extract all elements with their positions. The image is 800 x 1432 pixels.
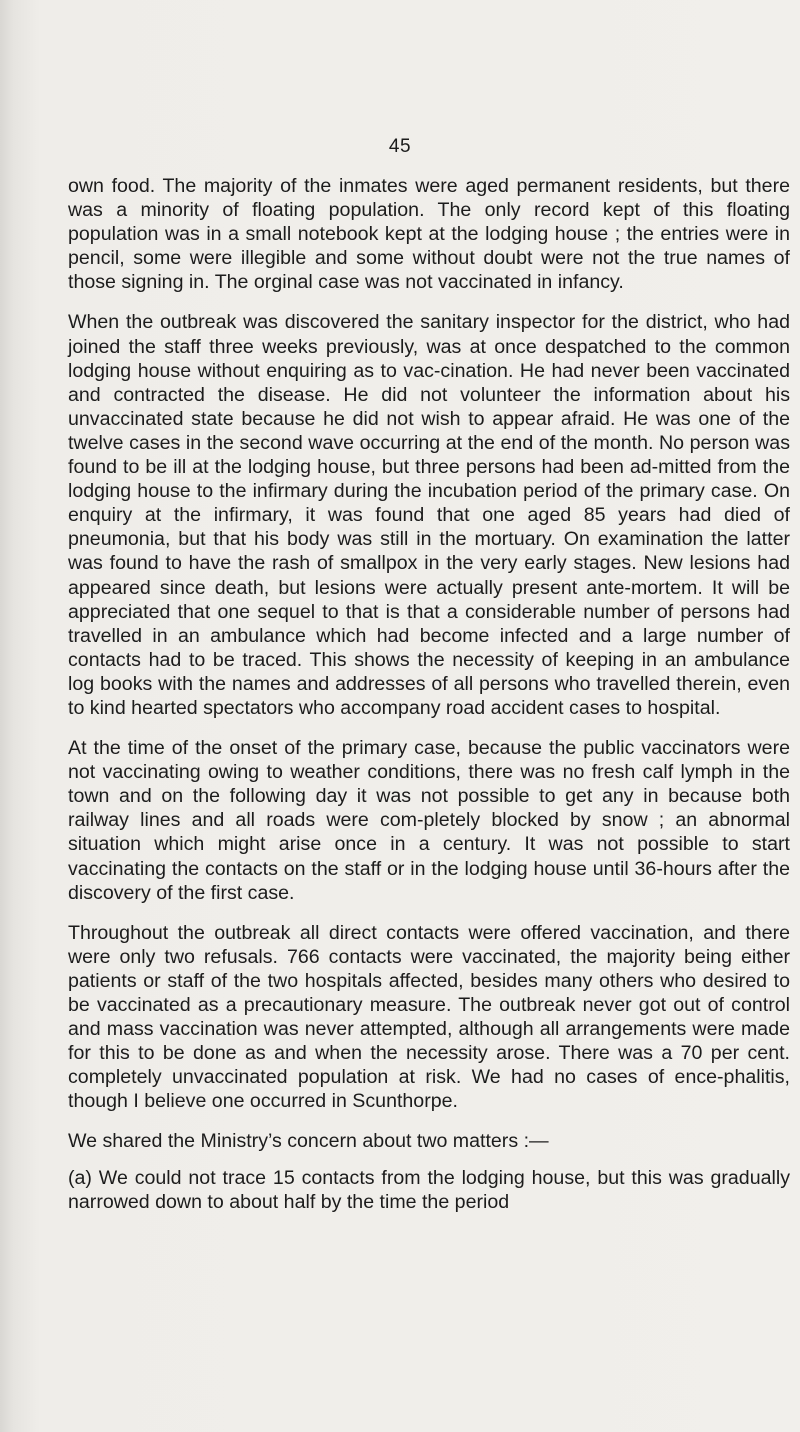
paragraph-ministry-concern: We shared the Ministry’s concern about two matters :—	[68, 1130, 549, 1153]
page-number: 45	[388, 136, 412, 157]
body-text	[68, 174, 790, 1230]
paragraph-item-a: (a) We could not trace 15 contacts from the lodging house, but this was gradually narrowed down to about half by the time the period	[68, 1166, 790, 1213]
paragraph-sanitary-inspector: When the outbreak was discovered the sanitary inspector for the district, who had joined the staff three weeks previously, was at once despatched to the common lodging house without enquiring as to vac-cination. He had never been vaccinated and contracted the disease. He did not volunteer the information about his unvaccinated state because he did not wish to appear afraid. He was one of the twelve cases in the second wave occurring at the end of the month. No person was found to be ill at the lodging house, but three persons had been ad-mitted from the lodging house to the infirmary during the incubation period of the primary case. On enquiry at the infirmary, it was found that one aged 85 years had died of pneumonia, but that his body was still in the mortuary. On examination the latter was found to have the rash of smallpox in the very early stages. New lesions had appeared since death, but lesions were actually present ante-mortem. It will be appreciated that one sequel to that is that a considerable number of persons had travelled in an ambulance which had become infected and a large number of contacts had to be traced. This shows the necessity of keeping in an ambulance log books with the names and addresses of all persons who travelled therein, even to kind hearted spectators who accompany road accident cases to hospital.	[68, 311, 790, 719]
paragraph-calf-lymph: At the time of the onset of the primary case, because the public vaccinators were not vaccinating owing to weather conditions, there was no fresh calf lymph in the town and on the following day it was not possible to get any in because both railway lines and all roads were com-pletely blocked by snow ; an abnormal situation which might arise once in a century. It was not possible to start vaccinating the contacts on the staff or in the lodging house until 36-hours after the discovery of the first case.	[68, 737, 790, 904]
paragraph-vaccination-contacts: Throughout the outbreak all direct contacts were offered vaccination, and there were only two refusals. 766 contacts were vaccinated, the majority being either patients or staff of the two hospitals affected, besides many others who desired to be vaccinated as a precautionary measure. The outbreak never got out of control and mass vaccination was never attempted, although all arrangements were made for this to be done as and when the necessity arose. There was a 70 per cent. completely unvaccinated population at risk. We had no cases of ence-phalitis, though I believe one occurred in Scunthorpe.	[68, 921, 790, 1113]
paragraph-own-food: own food. The majority of the inmates were aged permanent residents, but there was a minority of floating population. The only record kept of this floating population was in a small notebook kept at the lodging house ; the entries were in pencil, some were illegible and some without doubt were not the true names of those signing in. The orginal case was not vaccinated in infancy.	[68, 175, 790, 294]
